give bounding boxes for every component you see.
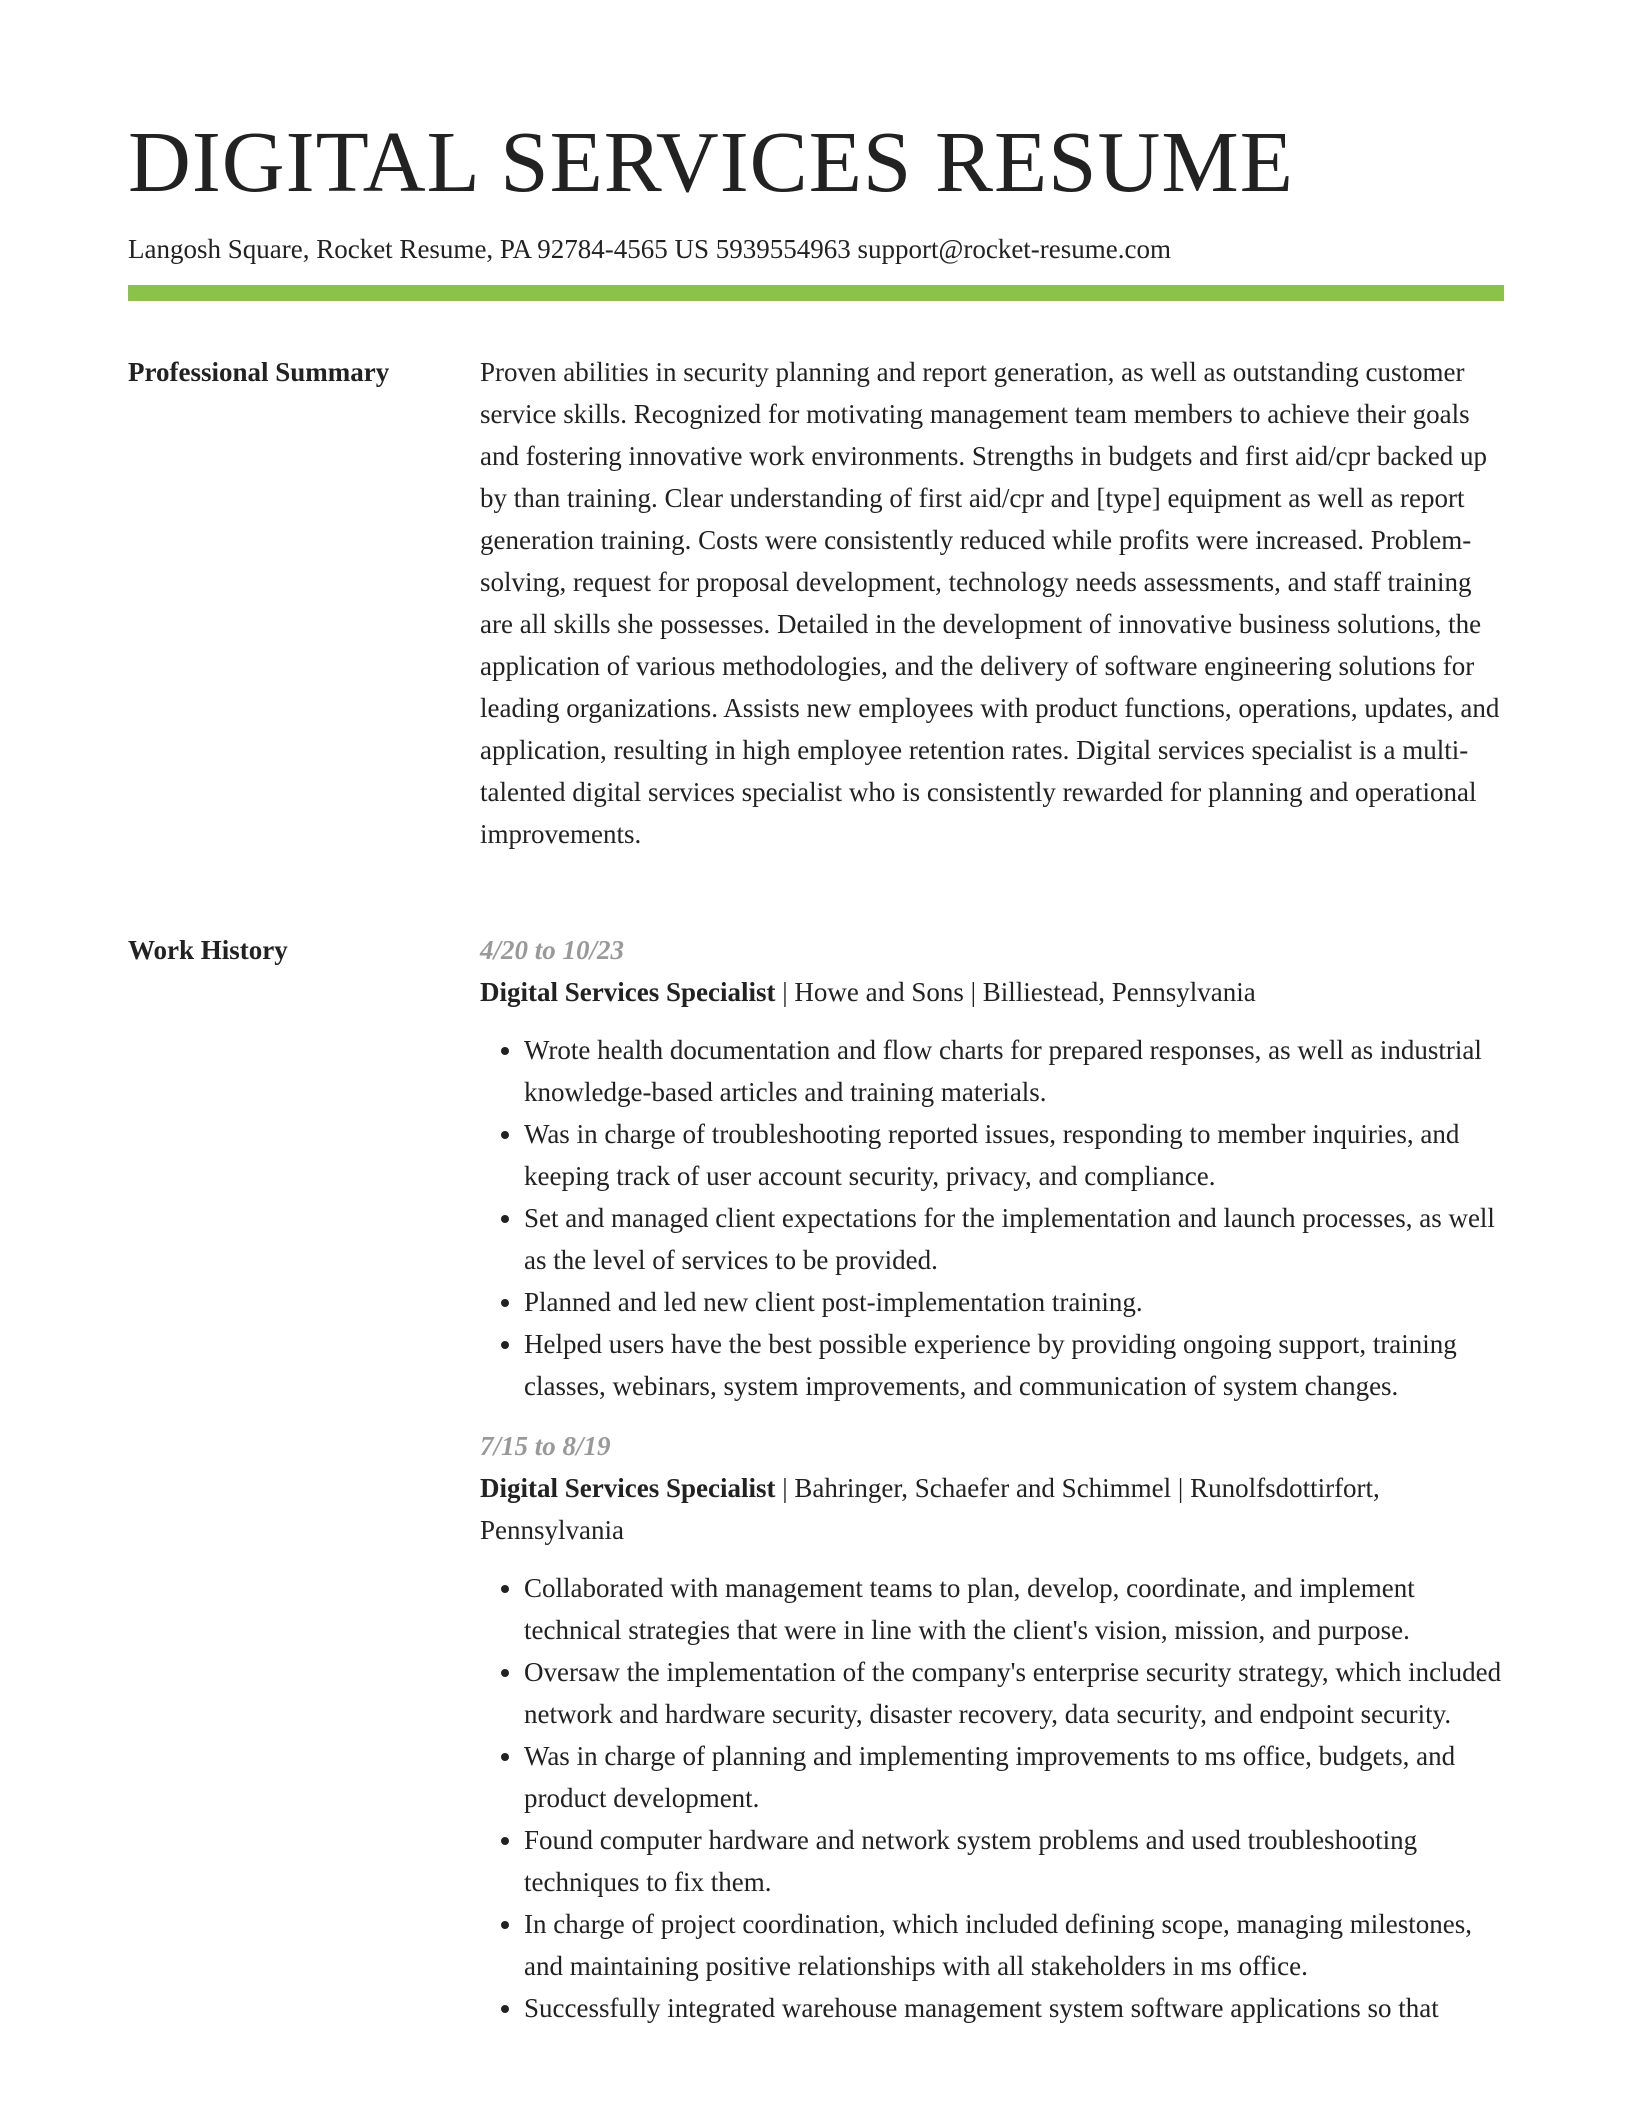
job-bullet: • Wrote health documentation and flow charts for prepared responses, as well as industrial knowledge-based articles and training materials. — [524, 1029, 1504, 1113]
job-heading — [480, 971, 1504, 1013]
job-bullet: • In charge of project coordination, which included defining scope, managing milestones, and maintaining positive relationships with all stakeholders in ms office. — [524, 1903, 1504, 1987]
job-details: | Bahringer, Schaefer and Schimmel | Runolfsdottirfort, Pennsylvania — [480, 1473, 1380, 1545]
job-bullet: • Oversaw the implementation of the company's enterprise security strategy, which included network and hardware security, disaster recovery, data security, and endpoint security. — [524, 1651, 1504, 1735]
job-bullets — [480, 1567, 1504, 2029]
job-bullet: • Planned and led new client post-implementation training. — [524, 1281, 1504, 1323]
job-bullet: • Was in charge of troubleshooting reported issues, responding to member inquiries, and keeping track of user account security, privacy, and compliance. — [524, 1113, 1504, 1197]
summary-label: Professional Summary — [128, 357, 390, 387]
job-details: | Howe and Sons | Billiestead, Pennsylvania — [775, 977, 1256, 1007]
job-heading — [480, 1467, 1504, 1551]
job-title: Digital Services Specialist — [480, 1473, 776, 1503]
job-entry — [480, 929, 1504, 1407]
contact-line: Langosh Square, Rocket Resume, PA 92784-4565 US 5939554963 support@rocket-resume.com — [128, 234, 1171, 264]
job-bullet: • Found computer hardware and network system problems and used troubleshooting techniques to fix them. — [524, 1819, 1504, 1903]
job-bullet: • Collaborated with management teams to plan, develop, coordinate, and implement technical strategies that were in line with the client's vision, mission, and purpose. — [524, 1567, 1504, 1651]
job-bullet: • Was in charge of planning and implementing improvements to ms office, budgets, and product development. — [524, 1735, 1504, 1819]
job-bullet: • Set and managed client expectations for the implementation and launch processes, as well as the level of services to be provided. — [524, 1197, 1504, 1281]
resume-title: DIGITAL SERVICES RESUME — [128, 113, 1294, 210]
job-dates: 7/15 to 8/19 — [480, 1431, 611, 1461]
job-bullet: • Successfully integrated warehouse management system software applications so that — [524, 1987, 1504, 2029]
summary-body — [480, 351, 1504, 855]
job-bullet: • Helped users have the best possible experience by providing ongoing support, training classes, webinars, system improvements, and communication of system changes. — [524, 1323, 1504, 1407]
summary-text: Proven abilities in security planning and report generation, as well as outstanding customer service skills. Recognized for motivating management team members to achieve their goals and fostering innovative work environments. Strengths in budgets and first aid/cpr backed up by than training. Clear understanding of first aid/cpr and [type] equipment as well as report generation training. Costs were consistently reduced while profits were increased. Problem-solving, request for proposal development, technology needs assessments, and staff training are all skills she possesses. Detailed in the development of innovative business solutions, the application of various methodologies, and the delivery of software engineering solutions for leading organizations. Assists new employees with product functions, operations, updates, and application, resulting in high employee retention rates. Digital services specialist is a multi-talented digital services specialist who is consistently rewarded for planning and operational improvements. — [480, 357, 1500, 849]
job-title: Digital Services Specialist — [480, 977, 776, 1007]
accent-divider — [128, 285, 1504, 301]
work-history-body — [480, 929, 1504, 2029]
job-entry — [480, 1425, 1504, 2029]
job-dates: 4/20 to 10/23 — [480, 935, 625, 965]
work-history-label: Work History — [128, 935, 288, 965]
job-bullets — [480, 1029, 1504, 1407]
